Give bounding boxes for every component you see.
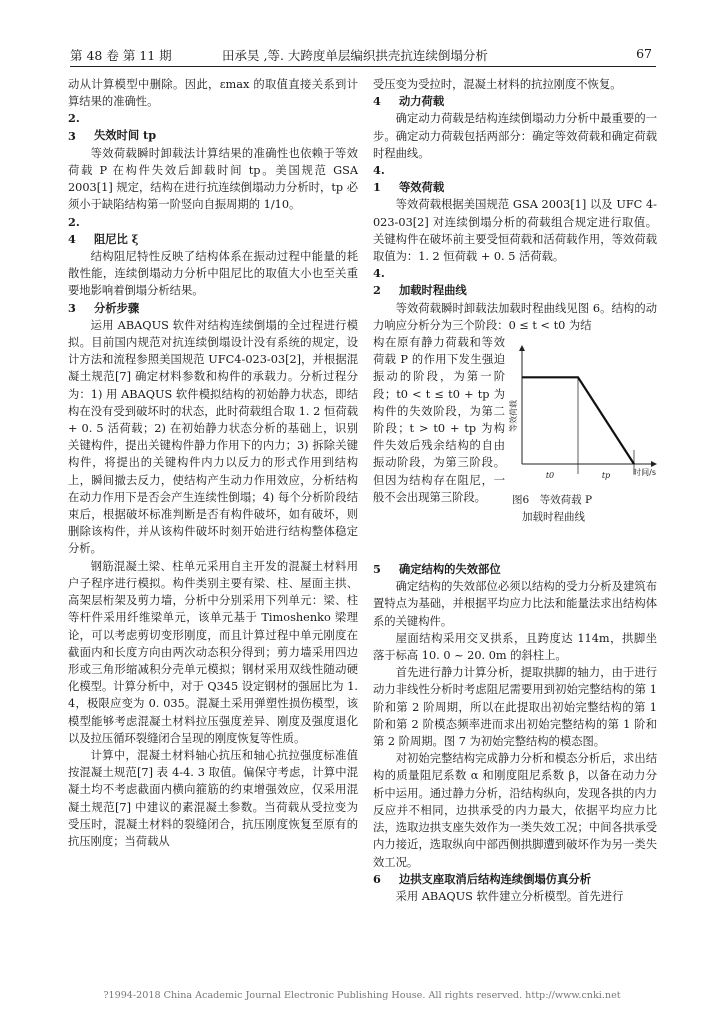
journal-issue: 第 48 卷 第 11 期 [70, 48, 172, 63]
paragraph: 采用 ABAQUS 软件建立分析模型。首先进行 [395, 889, 624, 903]
figure-6 [510, 342, 660, 526]
section-number: 5 [373, 562, 381, 577]
section-heading-4 [373, 93, 657, 110]
paragraph: 对初始完整结构完成静力分析和模态分析后，求出结构的质量阻尼系数 α 和刚度阻尼系数 β，以备在动力分析中运用。通过静力分析，沿结构纵向，发现各拱的内力反应并不相同，边拱承受的内力最大，依据平均应力比法，选取边拱支座失效作为一类失效工况；中间各拱承受内力接近，选取纵向中部西侧拱脚遭到破坏作为另一类失效工况。 [373, 752, 657, 869]
paragraph: 确定结构的失效部位必须以结构的受力分析及建筑布置特点为基础，并根据平均应力比法和能量法求出结构体系的关键构件。 [373, 580, 657, 628]
paragraph: 计算中，混凝土材料轴心抗压和轴心抗拉强度标准值按混凝土规范[7] 表 4-4. 3 取值。偏保守考虑，计算中混凝土均不考虑截面内横向箍筋的约束增强效应，仅采用混凝土规范[7] 中建议的素混凝土参数。当荷载从受拉变为受压时，混凝土材料的裂缝闭合，抗压刚度恢复至原有的抗压刚度；当荷载从 [68, 748, 358, 848]
section-number: 4 [373, 94, 381, 109]
paragraph: 屋面结构采用交叉拱系，且跨度达 114m，拱脚坐落于标高 10. 0 ~ 20. 0m 的斜柱上。 [373, 631, 657, 663]
section-title: 分析步骤 [93, 300, 140, 315]
section-title: 确定结构的失效部位 [398, 562, 501, 577]
section-heading-2-4 [68, 214, 358, 248]
section-heading-2-3 [68, 110, 358, 144]
section-title: 等效荷载 [398, 180, 445, 195]
section-heading-6 [373, 871, 657, 888]
page-number: 67 [636, 46, 652, 61]
section-title: 边拱支座取消后结构连续倒塌仿真分析 [398, 871, 591, 886]
tick-label-tp: tp [601, 471, 611, 481]
section-title: 阻尼比 ξ [93, 231, 139, 246]
section-heading-4-2 [373, 265, 657, 299]
section-heading-5 [373, 561, 657, 578]
right-column [373, 76, 657, 905]
section-heading-3 [68, 300, 358, 317]
running-header [70, 44, 656, 67]
paragraph: 动从计算模型中删除。因此，εmax 的取值直接关系到计算结果的准确性。 [68, 78, 358, 109]
x-axis-label: 时间/s [633, 468, 656, 478]
figure-caption-line: 图6 等效荷载 P [512, 494, 593, 507]
figure-caption [512, 492, 660, 526]
paragraph: 构在原有静力荷载和等效荷载 P 的作用下发生强迫振动的阶段，为第一阶段；t0 < t ≤ t0 + tp 为构件的失效阶段，为第二阶段；t > t0 + tp 为构件失效后残余结构的自由振动阶段，为第三阶段。但因为结构存在阻尼，一般不会出现第三阶段。 [373, 336, 505, 504]
paragraph: 等效荷载根据美国规范 GSA 2003[1] 以及 UFC 4-023-03[2] 对连续倒塌分析的荷载组合规定进行取值。关键构件在破坏前主要受恒荷载和活荷载作用，等效荷载取值为：1. 2 恒荷载 + 0. 5 活荷载。 [373, 198, 657, 264]
section-title: 失效时间 tp [93, 128, 157, 143]
paragraph: 首先进行静力计算分析，提取拱脚的轴力，由于进行动力非线性分析时考虑阻尼需要用到初始完整结构的第 1 阶和第 2 阶周期，所以在此提取出初始完整结构的第 1 阶和第 2 阶模态频率进而求出初始完整结构的第 1 阶和第 2 阶周期。图 7 为初始完整结构的模态图。 [373, 666, 657, 749]
section-title: 加载时程曲线 [398, 283, 467, 298]
paragraph: 等效荷载瞬时卸载法计算结果的准确性也依赖于等效荷载 P 在构件失效后卸载时间 tp。美国规范 GSA 2003[1] 规定，结构在进行抗连续倒塌动力分析时，tp 必须小于缺陷结构第一阶竖向自振周期的 1/10。 [68, 146, 358, 212]
tick-label-t0: t0 [545, 471, 555, 481]
section-title: 动力荷载 [398, 94, 445, 109]
figure-6-block [373, 334, 657, 561]
paragraph: 等效荷载瞬时卸载法加载时程曲线见图 6。结构的动力响应分析分为三个阶段：0 ≤ t < t0 为结 [373, 301, 657, 332]
load-time-history-chart [510, 342, 660, 492]
section-number: 2. 3 [68, 111, 80, 143]
paragraph: 结构阻尼特性反映了结构体系在振动过程中能量的耗散性能，连续倒塌动力分析中阻尼比的取值大小也至关重要地影响着倒塌分析结果。 [68, 250, 358, 298]
section-number: 2. 4 [68, 214, 80, 246]
y-axis-label: 等效荷载 [509, 400, 518, 433]
paragraph: 钢筋混凝土梁、柱单元采用自主开发的混凝土材料用户子程序进行模拟。构件类别主要有梁、柱、屋面主拱、高架层桁架及剪力墙，分析中分别采用下列单元：梁、柱等杆件采用纤维梁单元，该单元基于 Timoshenko 梁理论，可以考虑剪切变形刚度，而且计算过程中单元刚度在截面内和长度方向由两次动态积分得到；剪力墙采用四边形或三角形缩减积分壳单元模拟；钢材采用双线性随动硬化模型。计算分析中，对于 Q345 设定钢材的强屈比为 1. 4，极限应变为 0. 035。混凝土采用弹塑性损伤模型，该模型能够考虑混凝土材料拉压强度差异、刚度及强度退化以及拉压循环裂缝闭合呈现的刚度恢复等性质。 [68, 559, 358, 745]
copyright-footer: ?1994-2018 China Academic Journal Electronic Publishing House. All rights reserved. http://www.cnki.net [103, 990, 621, 1001]
section-number: 4. 1 [373, 163, 385, 195]
left-column [68, 76, 358, 850]
paragraph: 确定动力荷载是结构连续倒塌动力分析中最重要的一步。确定动力荷载包括两部分：确定等效荷载和确定荷载时程曲线。 [373, 112, 657, 160]
figure-caption-line: 加载时程曲线 [522, 511, 585, 524]
section-number: 4. 2 [373, 266, 385, 298]
section-number: 3 [68, 300, 76, 315]
section-heading-4-1 [373, 162, 657, 196]
article-running-title: 田承昊 ,等. 大跨度单层编织拱壳抗连续倒塌分析 [222, 48, 488, 63]
paragraph: 运用 ABAQUS 软件对结构连续倒塌的全过程进行模拟。目前国内规范对抗连续倒塌设计没有系统的规定，设计方法和流程参照美国规范 UFC4-023-03[2]，并根据混凝土规范[7] 确定材料参数和构件的承载力。分析过程分为：1) 用 ABAQUS 软件模拟结构的初始静力状态，即结构在没有受到破坏时的状态，此时荷载组合取 1. 2 恒荷载 + 0. 5 活荷载；2) 在初始静力状态分析的基础上，识别关键构件，提出关键构件静力作用下的内力；3) 拆除关键构件，将提出的关键构件内力以反力的形式作用到结构上，瞬间撤去反力，使结构产生动力作用效应，分析结构在动力作用下是否会产生连续性倒塌；4) 每个分析阶段结束后，根据破坏标准判断是否有构件破坏，如有破坏，则删除该构件，并从该构件破坏时刻开始进行结构整体稳定分析。 [68, 318, 358, 556]
section-number: 6 [373, 871, 381, 886]
paragraph: 受压变为受拉时，混凝土材料的抗拉刚度不恢复。 [373, 78, 622, 91]
